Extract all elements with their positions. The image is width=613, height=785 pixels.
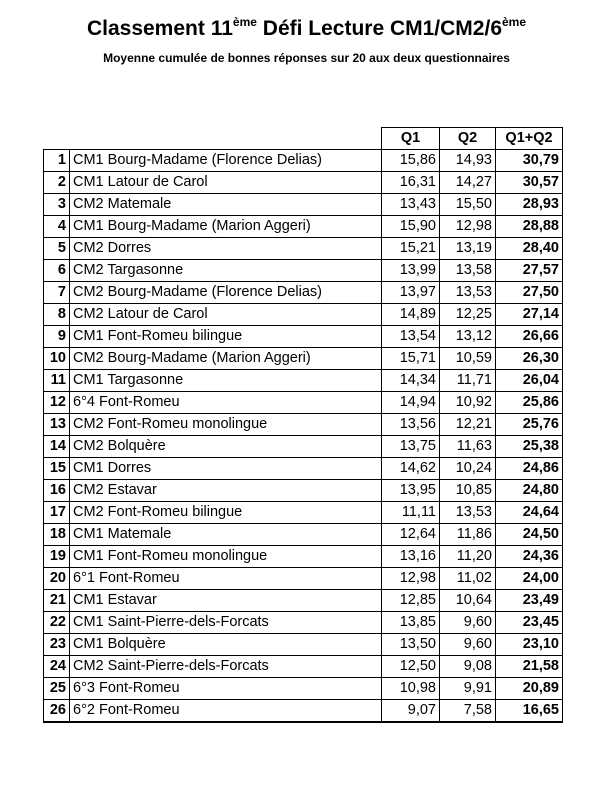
ranking-table xyxy=(43,127,563,723)
q1-score-cell: 13,97 xyxy=(382,282,440,304)
q1-score-cell: 13,16 xyxy=(382,546,440,568)
q1-score-cell: 12,98 xyxy=(382,568,440,590)
q2-score-cell: 9,91 xyxy=(440,678,496,700)
class-name-cell: CM2 Dorres xyxy=(70,238,382,260)
total-score-cell: 26,04 xyxy=(496,370,563,392)
q2-score-cell: 13,19 xyxy=(440,238,496,260)
total-score-cell: 26,66 xyxy=(496,326,563,348)
rank-cell: 17 xyxy=(44,502,70,524)
rank-cell: 14 xyxy=(44,436,70,458)
class-name-cell: CM2 Saint-Pierre-dels-Forcats xyxy=(70,656,382,678)
table-row xyxy=(44,348,563,370)
q2-score-cell: 12,98 xyxy=(440,216,496,238)
q2-score-cell: 13,53 xyxy=(440,282,496,304)
rank-cell: 21 xyxy=(44,590,70,612)
table-row xyxy=(44,634,563,656)
rank-cell: 26 xyxy=(44,700,70,723)
total-score-cell: 24,36 xyxy=(496,546,563,568)
q2-score-cell: 11,02 xyxy=(440,568,496,590)
q2-score-cell: 10,59 xyxy=(440,348,496,370)
q2-score-cell: 9,60 xyxy=(440,634,496,656)
rank-cell: 12 xyxy=(44,392,70,414)
table-row xyxy=(44,524,563,546)
q1-score-cell: 12,50 xyxy=(382,656,440,678)
table-row xyxy=(44,612,563,634)
ranking-table-header xyxy=(44,128,563,150)
rank-cell: 3 xyxy=(44,194,70,216)
header-blank-cell xyxy=(44,128,382,150)
total-score-cell: 21,58 xyxy=(496,656,563,678)
q1-score-cell: 13,54 xyxy=(382,326,440,348)
total-score-cell: 23,10 xyxy=(496,634,563,656)
total-score-cell: 30,79 xyxy=(496,150,563,172)
table-row xyxy=(44,480,563,502)
total-score-cell: 16,65 xyxy=(496,700,563,723)
header-q2: Q2 xyxy=(440,128,496,150)
rank-cell: 24 xyxy=(44,656,70,678)
q2-score-cell: 10,64 xyxy=(440,590,496,612)
rank-cell: 9 xyxy=(44,326,70,348)
q1-score-cell: 14,62 xyxy=(382,458,440,480)
rank-cell: 5 xyxy=(44,238,70,260)
q1-score-cell: 12,64 xyxy=(382,524,440,546)
table-row xyxy=(44,700,563,723)
rank-cell: 11 xyxy=(44,370,70,392)
class-name-cell: CM2 Latour de Carol xyxy=(70,304,382,326)
q1-score-cell: 15,71 xyxy=(382,348,440,370)
title-text-middle: Défi Lecture CM1/CM2/6 xyxy=(256,17,502,40)
page-title xyxy=(0,14,613,44)
table-row xyxy=(44,282,563,304)
q1-score-cell: 12,85 xyxy=(382,590,440,612)
table-row xyxy=(44,436,563,458)
q1-score-cell: 13,85 xyxy=(382,612,440,634)
class-name-cell: 6°4 Font-Romeu xyxy=(70,392,382,414)
class-name-cell: CM1 Matemale xyxy=(70,524,382,546)
q1-score-cell: 10,98 xyxy=(382,678,440,700)
total-score-cell: 24,86 xyxy=(496,458,563,480)
q1-score-cell: 13,50 xyxy=(382,634,440,656)
table-row xyxy=(44,216,563,238)
total-score-cell: 25,38 xyxy=(496,436,563,458)
q1-score-cell: 13,99 xyxy=(382,260,440,282)
table-row xyxy=(44,392,563,414)
q2-score-cell: 10,85 xyxy=(440,480,496,502)
total-score-cell: 27,14 xyxy=(496,304,563,326)
class-name-cell: CM1 Bourg-Madame (Florence Delias) xyxy=(70,150,382,172)
q1-score-cell: 9,07 xyxy=(382,700,440,723)
rank-cell: 7 xyxy=(44,282,70,304)
rank-cell: 10 xyxy=(44,348,70,370)
total-score-cell: 25,86 xyxy=(496,392,563,414)
rank-cell: 18 xyxy=(44,524,70,546)
rank-cell: 1 xyxy=(44,150,70,172)
q2-score-cell: 12,25 xyxy=(440,304,496,326)
q2-score-cell: 10,92 xyxy=(440,392,496,414)
q2-score-cell: 13,12 xyxy=(440,326,496,348)
total-score-cell: 20,89 xyxy=(496,678,563,700)
table-row xyxy=(44,326,563,348)
q1-score-cell: 15,21 xyxy=(382,238,440,260)
class-name-cell: CM1 Bourg-Madame (Marion Aggeri) xyxy=(70,216,382,238)
table-row xyxy=(44,238,563,260)
q2-score-cell: 13,58 xyxy=(440,260,496,282)
q2-score-cell: 14,93 xyxy=(440,150,496,172)
class-name-cell: CM1 Font-Romeu bilingue xyxy=(70,326,382,348)
q2-score-cell: 13,53 xyxy=(440,502,496,524)
rank-cell: 19 xyxy=(44,546,70,568)
total-score-cell: 24,00 xyxy=(496,568,563,590)
class-name-cell: CM1 Targasonne xyxy=(70,370,382,392)
class-name-cell: CM2 Font-Romeu bilingue xyxy=(70,502,382,524)
rank-cell: 23 xyxy=(44,634,70,656)
q2-score-cell: 12,21 xyxy=(440,414,496,436)
class-name-cell: CM1 Dorres xyxy=(70,458,382,480)
class-name-cell: CM2 Estavar xyxy=(70,480,382,502)
total-score-cell: 23,45 xyxy=(496,612,563,634)
table-row xyxy=(44,458,563,480)
class-name-cell: CM1 Estavar xyxy=(70,590,382,612)
q1-score-cell: 13,95 xyxy=(382,480,440,502)
q2-score-cell: 7,58 xyxy=(440,700,496,723)
q1-score-cell: 14,34 xyxy=(382,370,440,392)
q1-score-cell: 11,11 xyxy=(382,502,440,524)
total-score-cell: 24,50 xyxy=(496,524,563,546)
q2-score-cell: 11,20 xyxy=(440,546,496,568)
table-row xyxy=(44,194,563,216)
q1-score-cell: 14,89 xyxy=(382,304,440,326)
total-score-cell: 27,50 xyxy=(496,282,563,304)
table-row xyxy=(44,414,563,436)
title-superscript-2: ème xyxy=(502,15,527,29)
q1-score-cell: 13,56 xyxy=(382,414,440,436)
q2-score-cell: 11,71 xyxy=(440,370,496,392)
table-row xyxy=(44,590,563,612)
total-score-cell: 30,57 xyxy=(496,172,563,194)
header-q1: Q1 xyxy=(382,128,440,150)
header-total: Q1+Q2 xyxy=(496,128,563,150)
class-name-cell: CM2 Matemale xyxy=(70,194,382,216)
class-name-cell: CM1 Font-Romeu monolingue xyxy=(70,546,382,568)
total-score-cell: 28,88 xyxy=(496,216,563,238)
rank-cell: 25 xyxy=(44,678,70,700)
table-row xyxy=(44,502,563,524)
rank-cell: 4 xyxy=(44,216,70,238)
title-text-start: Classement 11 xyxy=(86,17,233,40)
q1-score-cell: 14,94 xyxy=(382,392,440,414)
total-score-cell: 23,49 xyxy=(496,590,563,612)
class-name-cell: 6°1 Font-Romeu xyxy=(70,568,382,590)
table-row xyxy=(44,370,563,392)
total-score-cell: 27,57 xyxy=(496,260,563,282)
title-superscript-1: ème xyxy=(232,15,257,29)
header-row xyxy=(44,128,563,150)
class-name-cell: 6°3 Font-Romeu xyxy=(70,678,382,700)
rank-cell: 6 xyxy=(44,260,70,282)
table-row xyxy=(44,546,563,568)
total-score-cell: 24,64 xyxy=(496,502,563,524)
rank-cell: 13 xyxy=(44,414,70,436)
class-name-cell: CM2 Bourg-Madame (Florence Delias) xyxy=(70,282,382,304)
rank-cell: 22 xyxy=(44,612,70,634)
q2-score-cell: 14,27 xyxy=(440,172,496,194)
class-name-cell: CM1 Latour de Carol xyxy=(70,172,382,194)
q2-score-cell: 11,63 xyxy=(440,436,496,458)
ranking-table-body xyxy=(44,150,563,723)
total-score-cell: 24,80 xyxy=(496,480,563,502)
q2-score-cell: 11,86 xyxy=(440,524,496,546)
total-score-cell: 28,40 xyxy=(496,238,563,260)
q2-score-cell: 15,50 xyxy=(440,194,496,216)
table-row xyxy=(44,172,563,194)
class-name-cell: CM1 Saint-Pierre-dels-Forcats xyxy=(70,612,382,634)
class-name-cell: CM2 Bourg-Madame (Marion Aggeri) xyxy=(70,348,382,370)
q2-score-cell: 9,08 xyxy=(440,656,496,678)
table-row xyxy=(44,150,563,172)
total-score-cell: 25,76 xyxy=(496,414,563,436)
total-score-cell: 28,93 xyxy=(496,194,563,216)
class-name-cell: 6°2 Font-Romeu xyxy=(70,700,382,723)
table-row xyxy=(44,656,563,678)
table-row xyxy=(44,678,563,700)
q1-score-cell: 13,75 xyxy=(382,436,440,458)
q1-score-cell: 15,86 xyxy=(382,150,440,172)
rank-cell: 8 xyxy=(44,304,70,326)
table-row xyxy=(44,568,563,590)
table-row xyxy=(44,304,563,326)
table-row xyxy=(44,260,563,282)
total-score-cell: 26,30 xyxy=(496,348,563,370)
q1-score-cell: 15,90 xyxy=(382,216,440,238)
rank-cell: 20 xyxy=(44,568,70,590)
class-name-cell: CM2 Font-Romeu monolingue xyxy=(70,414,382,436)
class-name-cell: CM1 Bolquère xyxy=(70,634,382,656)
page-subtitle: Moyenne cumulée de bonnes réponses sur 20 aux deux questionnaires xyxy=(103,51,510,65)
q2-score-cell: 9,60 xyxy=(440,612,496,634)
class-name-cell: CM2 Bolquère xyxy=(70,436,382,458)
rank-cell: 2 xyxy=(44,172,70,194)
rank-cell: 15 xyxy=(44,458,70,480)
rank-cell: 16 xyxy=(44,480,70,502)
q1-score-cell: 16,31 xyxy=(382,172,440,194)
q2-score-cell: 10,24 xyxy=(440,458,496,480)
class-name-cell: CM2 Targasonne xyxy=(70,260,382,282)
q1-score-cell: 13,43 xyxy=(382,194,440,216)
